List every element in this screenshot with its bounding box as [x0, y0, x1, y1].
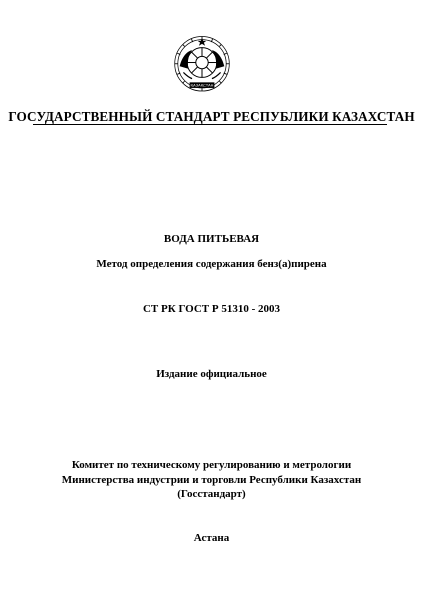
document-title: ВОДА ПИТЬЕВАЯ — [163, 233, 260, 245]
standard-header-title: ГОСУДАРСТВЕННЫЙ СТАНДАРТ РЕСПУБЛИКИ КАЗАХСТАН — [8, 109, 415, 124]
publisher-line-3: (Госстандарт) — [177, 488, 246, 500]
edition-label: Издание официальное — [156, 368, 267, 380]
document-number: СТ РК ГОСТ Р 51310 - 2003 — [142, 303, 281, 315]
publication-city: Астана — [193, 532, 230, 544]
publisher-line-2: Министерства индустрии и торговли Республики Казахстан — [61, 474, 362, 486]
kazakhstan-state-emblem-icon — [171, 34, 233, 96]
publisher-line-1: Комитет по техническому регулированию и метрологии — [71, 459, 352, 471]
svg-text:ҚАЗАҚСТАН: ҚАЗАҚСТАН — [190, 83, 214, 88]
document-subtitle: Метод определения содержания бенз(а)пирена — [96, 258, 327, 270]
header-underline — [33, 124, 387, 125]
